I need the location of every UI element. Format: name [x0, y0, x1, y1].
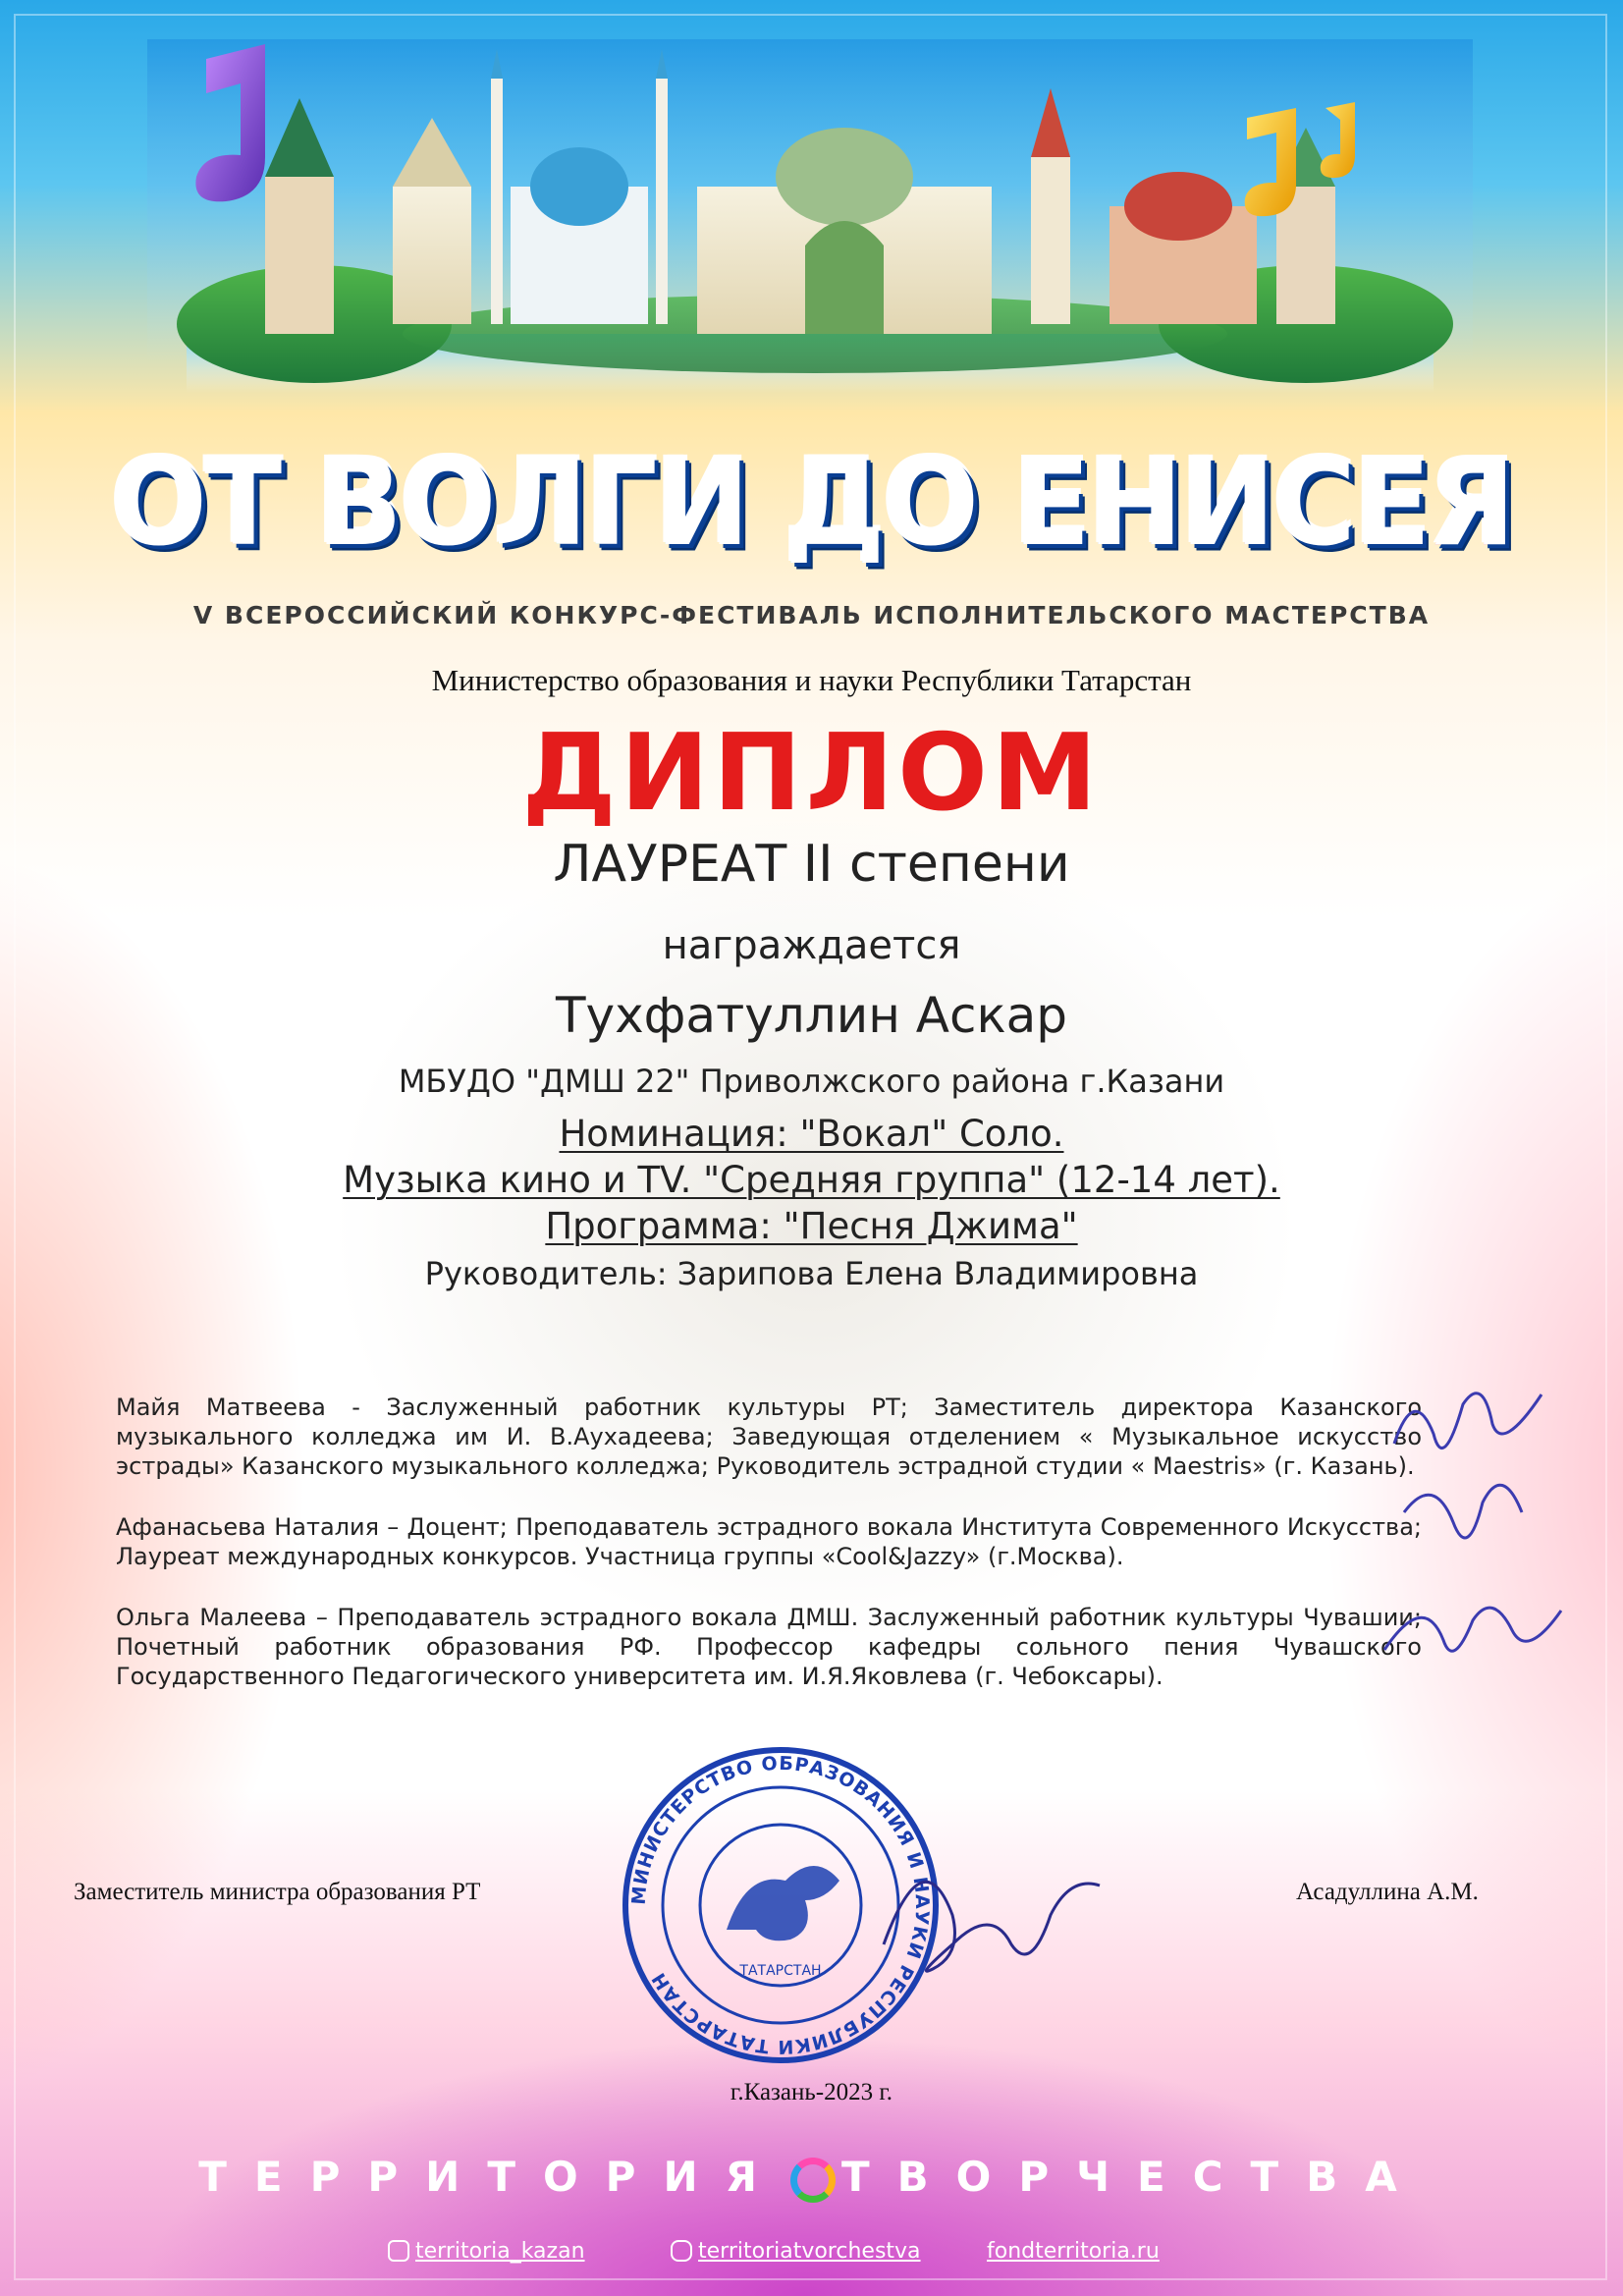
- vk-label: territoria_kazan: [415, 2239, 585, 2264]
- deputy-signature: [864, 1797, 1119, 1994]
- website-label: fondterritoria.ru: [987, 2239, 1160, 2264]
- jury-member-2: Афанасьева Наталия – Доцент; Преподаватель эстрадного вокала Института Современного Искусства; Лауреат международных конкурсов. Участница группы «Cool&Jazzy» (г.Москва).: [116, 1513, 1422, 1570]
- nomination-text-1: Номинация: "Вокал" Соло.: [559, 1113, 1064, 1155]
- program-line: [0, 1205, 1623, 1247]
- brand-logo: [0, 2153, 1623, 2203]
- jury-signatures: [1375, 1365, 1571, 1689]
- brand-mark-icon: [790, 2158, 836, 2203]
- social-instagram-link[interactable]: [671, 2239, 921, 2264]
- social-vk-link[interactable]: [388, 2239, 585, 2264]
- vk-icon: [388, 2240, 409, 2262]
- seal-ring-text: МИНИСТЕРСТВО ОБРАЗОВАНИЯ И НАУКИ РЕСПУБЛИКИ ТАТАРСТАН: [627, 1752, 934, 2058]
- school-name: МБУДО "ДМШ 22" Приволжского района г.Казани: [398, 1063, 1225, 1100]
- instagram-label: territoriatvorchestva: [698, 2239, 921, 2264]
- ministry-line: Министерство образования и науки Республики Татарстан: [431, 663, 1192, 697]
- instagram-icon: [671, 2240, 692, 2262]
- leader-line: Руководитель: Зарипова Елена Владимировна: [424, 1255, 1199, 1292]
- awarded-label: награждается: [662, 923, 961, 968]
- recipient-name: Тухфатуллин Аскар: [555, 987, 1068, 1044]
- jury-member-3: Ольга Малеева – Преподаватель эстрадного вокала ДМШ. Заслуженный работник культуры Чувашии; Почетный работник образования РФ. Профессор кафедры сольного пения Чувашского Государственного Педагогического университета им. И.Я.Яковлева (г. Чебоксары).: [116, 1604, 1422, 1690]
- brand-right-text: ТВОРЧЕСТВА: [840, 2153, 1425, 2201]
- nomination-line-1: [0, 1113, 1623, 1155]
- deputy-minister-label: Заместитель министра образования РТ: [74, 1879, 481, 1905]
- kazan-skyline-illustration: [147, 39, 1473, 501]
- nomination-line-2: [0, 1159, 1623, 1201]
- laureate-degree: ЛАУРЕАТ II степени: [553, 835, 1070, 894]
- program-text: Программа: "Песня Джима": [545, 1205, 1078, 1247]
- deputy-minister-name: Асадуллина А.М.: [1296, 1879, 1479, 1905]
- festival-title-wrap: [0, 433, 1623, 574]
- festival-subtitle: V ВСЕРОССИЙСКИЙ КОНКУРС-ФЕСТИВАЛЬ ИСПОЛНИТЕЛЬСКОГО МАСТЕРСТВА: [192, 601, 1431, 629]
- seal-center-text: ТАТАРСТАН: [739, 1963, 822, 1979]
- festival-title: ОТ ВОЛГИ ДО ЕНИСЕЯ: [110, 433, 1513, 574]
- social-website-link[interactable]: [987, 2239, 1160, 2264]
- city-year: г.Казань-2023 г.: [730, 2079, 893, 2105]
- nomination-text-2: Музыка кино и TV. "Средняя группа" (12-14 лет).: [343, 1159, 1280, 1201]
- brand-left-text: ТЕРРИТОРИЯ: [198, 2153, 784, 2201]
- diploma-heading: ДИПЛОМ: [521, 712, 1102, 835]
- jury-member-1: Майя Матвеева - Заслуженный работник культуры РТ; Заместитель директора Казанского музыкального колледжа им И. В.Аухадеева; Заведующая отделением « Музыкальное искусство эстрады» Казанского музыкального колледжа; Руководитель эстрадной студии « Maestris» (г. Казань).: [116, 1394, 1422, 1480]
